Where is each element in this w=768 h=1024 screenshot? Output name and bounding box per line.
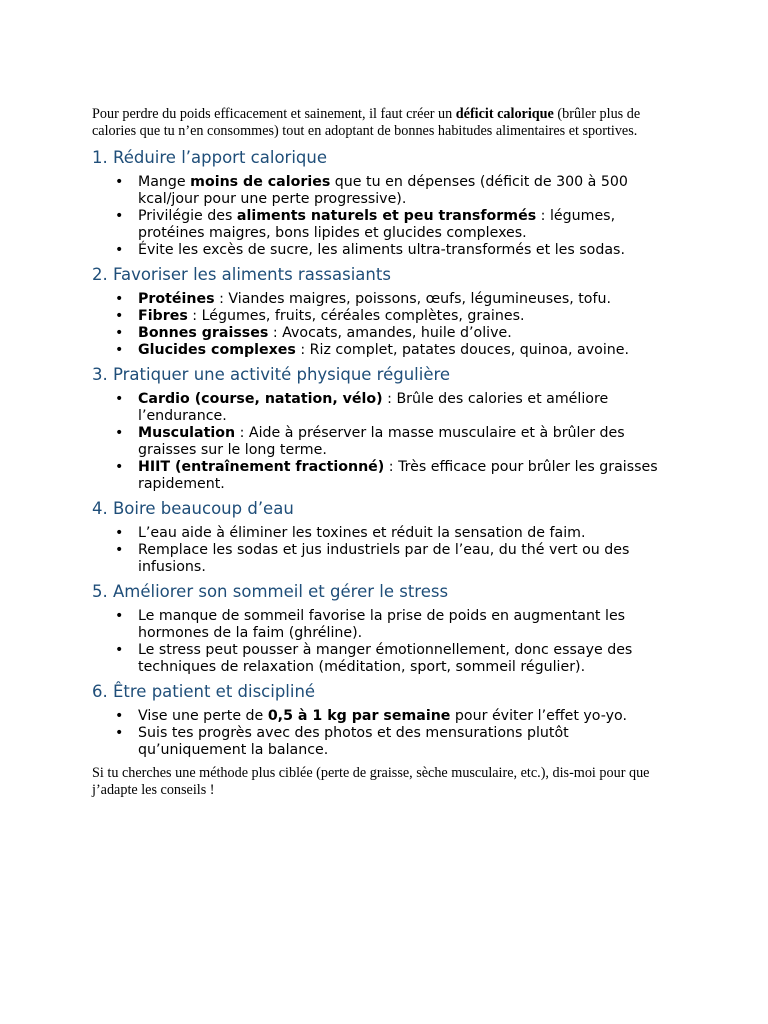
list-item-bold: Protéines xyxy=(138,291,215,307)
list-item-bold: 0,5 à 1 kg par semaine xyxy=(267,708,451,724)
list-item-text: Évite les excès de sucre, les aliments ultra-transformés et les sodas. xyxy=(138,242,625,258)
list-item xyxy=(138,525,676,542)
intro-bold-deficit: déficit calorique xyxy=(455,106,554,122)
list-item-bold: Bonnes graisses xyxy=(138,325,269,341)
list-item-text: L’eau aide à éliminer les toxines et réduit la sensation de faim. xyxy=(138,525,586,541)
section-heading-1: 1. Réduire l’apport calorique xyxy=(92,148,327,167)
list-item-text-after: : Avocats, amandes, huile d’olive. xyxy=(268,325,512,341)
list-item xyxy=(138,208,676,242)
list-item-text-after: pour éviter l’effet yo-yo. xyxy=(450,708,627,724)
section-heading-5: 5. Améliorer son sommeil et gérer le stress xyxy=(92,582,449,601)
list-item-bold: aliments naturels et peu transformés xyxy=(236,208,537,224)
list-item-text-after: : Riz complet, patates douces, quinoa, avoine. xyxy=(295,342,629,358)
list-item-text-after: : Légumes, fruits, céréales complètes, graines. xyxy=(187,308,525,324)
list-item-text: Le manque de sommeil favorise la prise de poids en augmentant les hormones de la faim (ghréline). xyxy=(138,608,626,641)
list-item-bold: Musculation xyxy=(138,425,236,441)
list-item-bold: Glucides complexes xyxy=(138,342,296,358)
list-item xyxy=(138,342,676,359)
section-list-3 xyxy=(92,391,676,493)
section-heading-3: 3. Pratiquer une activité physique régulière xyxy=(92,365,451,384)
section-list-4 xyxy=(92,525,676,576)
list-item xyxy=(138,708,676,725)
section-heading-2: 2. Favoriser les aliments rassasiants xyxy=(92,265,391,284)
intro-text-2: (brûler plus de calories que tu n’en consommes) tout en adoptant de bonnes habitudes alimentaires et sportives. xyxy=(92,106,641,139)
list-item-bold: Fibres xyxy=(138,308,188,324)
list-item-text-after: : légumes, protéines maigres, bons lipides et glucides complexes. xyxy=(138,208,616,241)
closing-paragraph: Si tu cherches une méthode plus ciblée (perte de graisse, sèche musculaire, etc.), dis-moi pour que j’adapte les conseils ! xyxy=(92,765,650,798)
list-item xyxy=(138,242,676,259)
list-item xyxy=(138,642,676,676)
sections-container xyxy=(92,148,676,759)
section-list-5 xyxy=(92,608,676,676)
list-item xyxy=(138,542,676,576)
list-item-bold: Cardio (course, natation, vélo) xyxy=(138,391,383,407)
section-heading-6: 6. Être patient et discipliné xyxy=(92,682,316,701)
list-item xyxy=(138,325,676,342)
intro-text-1: Pour perdre du poids efficacement et sainement, il faut créer un xyxy=(92,106,456,122)
list-item xyxy=(138,725,676,759)
list-item xyxy=(138,425,676,459)
list-item-text: Suis tes progrès avec des photos et des mensurations plutôt qu’uniquement la balance. xyxy=(138,725,569,758)
list-item-text: Privilégie des xyxy=(138,208,237,224)
section-list-2 xyxy=(92,291,676,359)
list-item-text-after: que tu en dépenses (déficit de 300 à 500 kcal/jour pour une perte progressive). xyxy=(138,174,628,207)
list-item xyxy=(138,291,676,308)
list-item-bold: HIIT (entraînement fractionné) xyxy=(138,459,385,475)
section-list-1 xyxy=(92,174,676,259)
intro-paragraph xyxy=(92,106,676,140)
list-item-text-after: : Brûle des calories et améliore l’endurance. xyxy=(138,391,609,424)
section-heading-4: 4. Boire beaucoup d’eau xyxy=(92,499,294,518)
list-item-text: Le stress peut pousser à manger émotionnellement, donc essaye des techniques de relaxation (méditation, sport, sommeil régulier). xyxy=(138,642,633,675)
list-item xyxy=(138,459,676,493)
list-item xyxy=(138,174,676,208)
list-item xyxy=(138,391,676,425)
section-list-6 xyxy=(92,708,676,759)
list-item-text-after: : Viandes maigres, poissons, œufs, légumineuses, tofu. xyxy=(214,291,611,307)
list-item-text-after: : Très efficace pour brûler les graisses rapidement. xyxy=(138,459,658,492)
list-item xyxy=(138,608,676,642)
list-item-text: Mange xyxy=(138,174,191,190)
list-item-bold: moins de calories xyxy=(190,174,331,190)
list-item-text: Vise une perte de xyxy=(138,708,268,724)
list-item-text-after: : Aide à préserver la masse musculaire et à brûler des graisses sur le long terme. xyxy=(138,425,625,458)
list-item-text: Remplace les sodas et jus industriels par de l’eau, du thé vert ou des infusions. xyxy=(138,542,630,575)
list-item xyxy=(138,308,676,325)
